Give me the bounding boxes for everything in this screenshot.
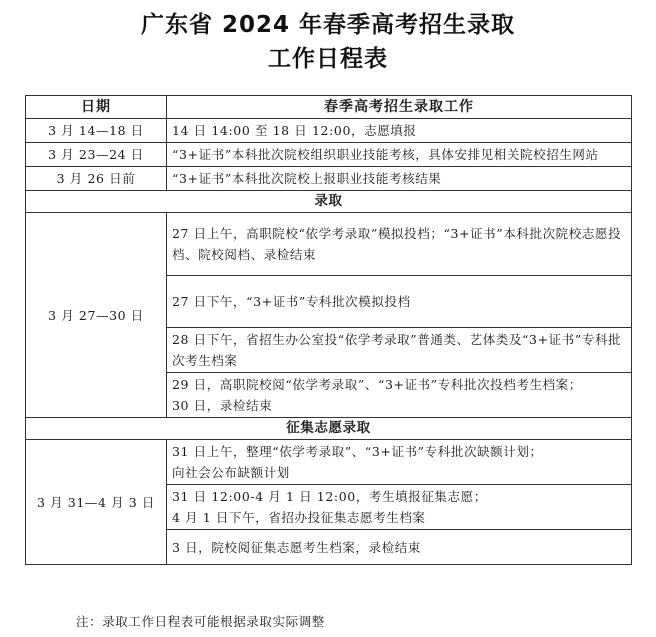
section-row: [26, 418, 632, 440]
content-cell: 27 日下午，“3+证书”专科批次模拟投档: [167, 276, 632, 328]
schedule-table: [25, 95, 632, 565]
section-heading-zhengji: 征集志愿录取: [26, 418, 632, 440]
page-title: 广东省 2024 年春季高考招生录取: [140, 12, 516, 38]
table-row: [26, 440, 632, 485]
content-cell: 3 日，院校阅征集志愿考生档案，录检结束: [167, 530, 632, 565]
header-date: 日期: [26, 96, 167, 119]
table-header-row: [26, 96, 632, 119]
page-subtitle: 工作日程表: [268, 46, 388, 72]
content-cell: 28 日下午，省招生办公室投“依学考录取”普通类、艺体类及“3+证书”专科批次考生档案: [167, 328, 632, 373]
content-line: 31 日 12:00-4 月 1 日 12:00，考生填报征集志愿；: [172, 489, 487, 504]
content-cell: “3+证书”本科批次院校上报职业技能考核结果: [167, 167, 632, 191]
header-work: 春季高考招生录取工作: [167, 96, 632, 119]
table-row: [26, 143, 632, 167]
date-cell: 3 月 23—24 日: [26, 143, 167, 167]
content-line: 30 日，录检结束: [172, 398, 273, 413]
content-line: 4 月 1 日下午，省招办投征集志愿考生档案: [172, 510, 426, 525]
content-cell: 27 日上午，高职院校“依学考录取”模拟投档；“3+证书”本科批次院校志愿投档、院校阅档、录检结束: [167, 213, 632, 276]
content-cell: 14 日 14:00 至 18 日 12:00，志愿填报: [167, 119, 632, 143]
content-line: 向社会公布缺额计划: [172, 465, 290, 480]
content-cell: [167, 485, 632, 530]
date-cell: 3 月 31—4 月 3 日: [26, 440, 167, 565]
section-heading-luqu: 录取: [26, 191, 632, 213]
date-cell: 3 月 26 日前: [26, 167, 167, 191]
content-line: 31 日上午，整理“依学考录取”、“3+证书”专科批次缺额计划；: [172, 444, 543, 459]
section-row: [26, 191, 632, 213]
date-cell: 3 月 14—18 日: [26, 119, 167, 143]
date-cell: 3 月 27—30 日: [26, 213, 167, 418]
footnote: 注：录取工作日程表可能根据录取实际调整: [76, 614, 325, 629]
table-row: [26, 119, 632, 143]
content-cell: “3+证书”本科批次院校组织职业技能考核，具体安排见相关院校招生网站: [167, 143, 632, 167]
content-line: 29 日，高职院校阅“依学考录取”、“3+证书”专科批次投档考生档案；: [172, 377, 582, 392]
table-row: [26, 213, 632, 276]
content-cell: [167, 373, 632, 418]
content-cell: [167, 440, 632, 485]
table-row: [26, 167, 632, 191]
